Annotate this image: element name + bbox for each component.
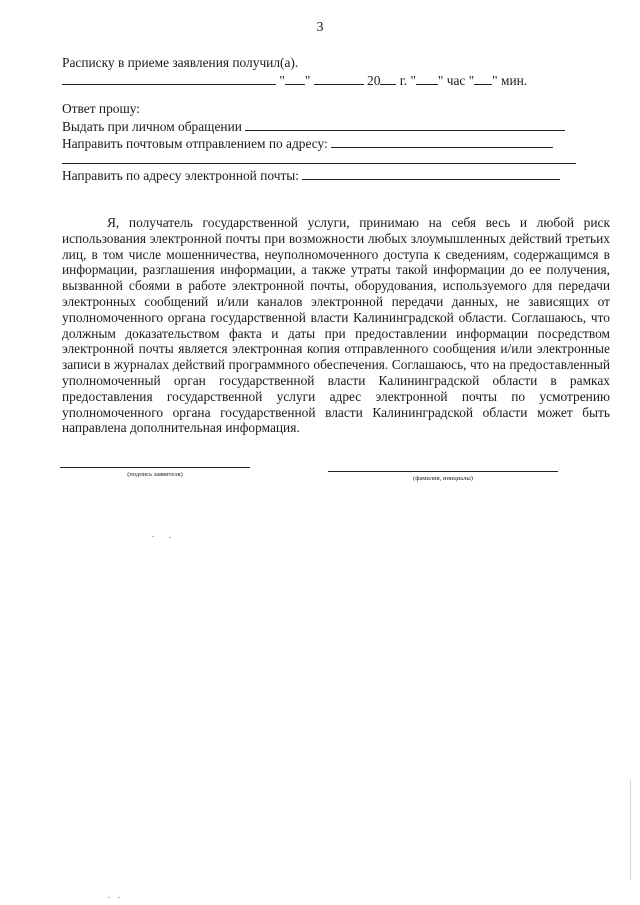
month-blank[interactable] — [314, 73, 364, 85]
minute-label: " мин. — [492, 73, 528, 88]
consent-paragraph — [62, 215, 610, 436]
receipt-label: Расписку в приеме заявления получил(а). — [62, 55, 299, 70]
scan-edge-mark — [630, 780, 631, 880]
name-initials-caption: (фамилия, инициалы) — [413, 475, 473, 482]
postal-address-line-2[interactable] — [62, 163, 576, 164]
scan-speck — [108, 897, 110, 898]
name-initials-line[interactable] — [328, 471, 558, 472]
year-suffix: г. " — [399, 73, 416, 88]
option-in-person-label: Выдать при личном обращении — [62, 119, 242, 134]
option-in-person-blank[interactable] — [245, 119, 565, 131]
receipt-line — [62, 73, 527, 89]
applicant-signature-line[interactable] — [60, 467, 250, 468]
minute-blank[interactable] — [474, 73, 492, 85]
option-email-row — [62, 168, 560, 184]
scan-speck — [118, 897, 120, 898]
hour-label: " час " — [437, 73, 475, 88]
postal-address-blank[interactable] — [331, 136, 553, 148]
option-post-label: Направить почтовым отправлением по адресу: — [62, 136, 328, 151]
receiver-name-blank[interactable] — [62, 73, 276, 85]
applicant-signature-caption: (подпись заявителя) — [127, 471, 183, 478]
scan-speck — [152, 536, 154, 537]
consent-text: Я, получатель государственной услуги, принимаю на себя весь и любой риск использования электронной почты при возможности любых злоумышленных действий третьих лиц, в том числе мошенничества, неуполномоченного доступа к сведениям, содержащимся в информации, разглашения информации, а также утраты такой информации до ее получения, вызванной сбоями в работе электронной почты, оборудования, используемого для передачи электронных сообщений и/или каналов электронной передачи данных, не зависящих от уполномоченного органа государственной власти Калининградской области. Соглашаюсь, что должным доказательством факта и даты при предоставлении информации посредством электронной почты является электронная копия отправленного сообщения и/или электронные записи в журналах действий программного обеспечения. Соглашаюсь, что на предоставленный уполномоченный орган государственной власти Калининградской области в рамках предоставления государственной услуги адрес электронной почты по усмотрению уполномоченного органа государственной власти Калининградской области может быть направлена дополнительная информация. — [62, 215, 610, 436]
day-blank[interactable] — [285, 73, 305, 85]
email-address-blank[interactable] — [302, 168, 560, 180]
page-number: 3 — [316, 20, 324, 35]
hour-blank[interactable] — [416, 73, 438, 85]
answer-heading: Ответ прошу: — [62, 101, 141, 116]
option-post-row — [62, 136, 553, 152]
year-blank[interactable] — [380, 73, 396, 85]
option-in-person-row — [62, 119, 565, 135]
option-email-label: Направить по адресу электронной почты: — [62, 168, 300, 183]
date-close-quote: " — [304, 73, 311, 88]
date-open-quote: " — [279, 73, 285, 88]
year-prefix: 20 — [367, 73, 381, 88]
scan-speck — [169, 537, 171, 538]
